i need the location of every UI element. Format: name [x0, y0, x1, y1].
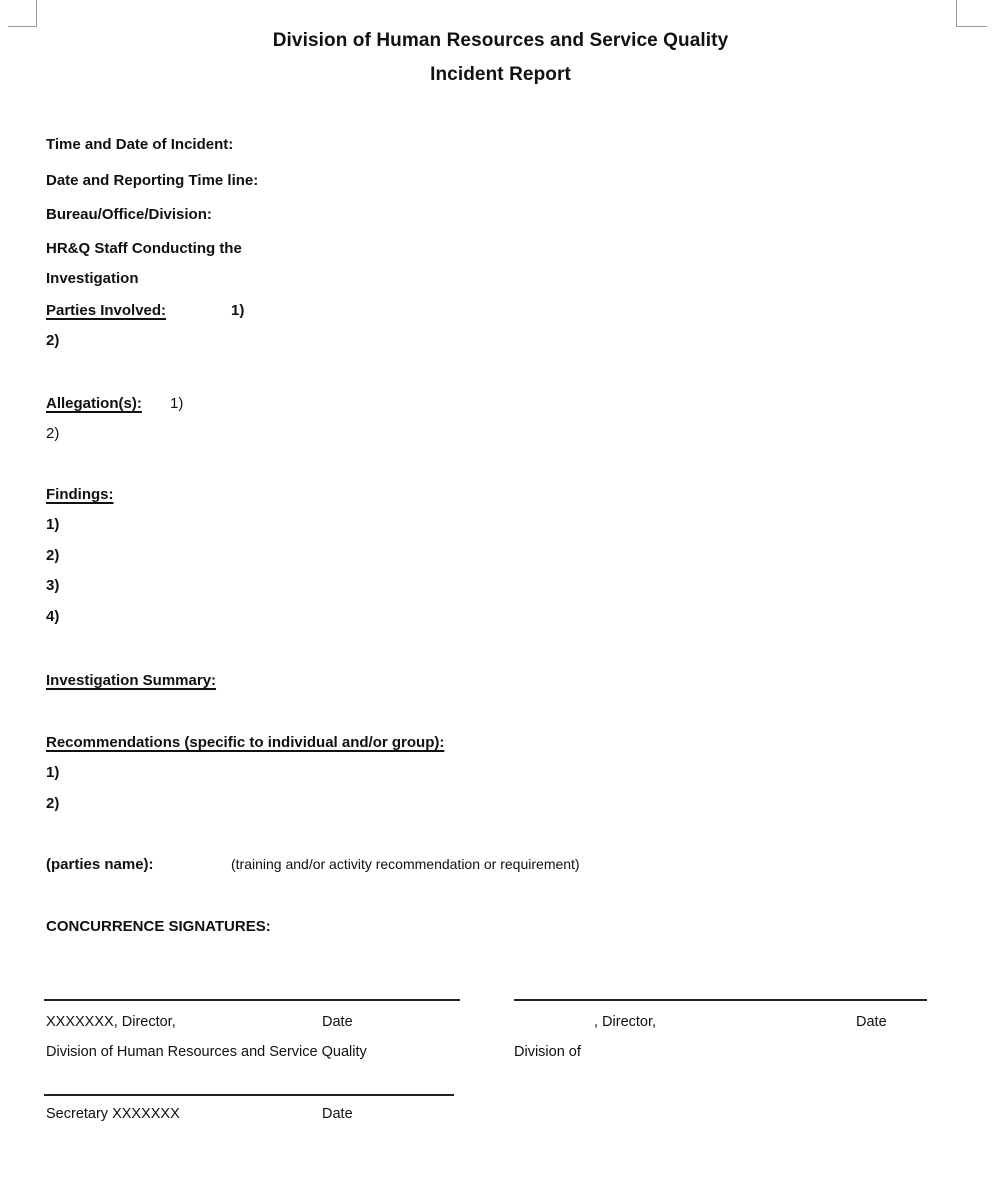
bureau-label: Bureau/Office/Division: [46, 206, 212, 223]
investigation-summary-label: Investigation Summary: [46, 672, 217, 689]
reporting-time-label: Date and Reporting Time line: [46, 172, 259, 189]
page-corner-mark-right [956, 0, 987, 27]
time-date-label: Time and Date of Incident: [46, 136, 234, 153]
findings-label: Findings: [46, 486, 114, 503]
staff-label-line1: HR&Q Staff Conducting the [46, 240, 242, 257]
parties-item-1: 1) [231, 302, 245, 319]
findings-item: 3) [46, 577, 60, 594]
left-signer-date: Date [322, 1014, 353, 1030]
recommendations-item: 2) [46, 795, 60, 812]
secretary-date: Date [322, 1106, 353, 1122]
parties-name-label: (parties name): [46, 856, 154, 873]
recommendations-item: 1) [46, 764, 60, 781]
left-signer-name: XXXXXXX, Director, [46, 1014, 176, 1030]
concurrence-signatures-label: CONCURRENCE SIGNATURES: [46, 918, 271, 935]
right-signer-name: , Director, [594, 1014, 657, 1030]
staff-label-line2: Investigation [46, 270, 139, 287]
recommendations-label: Recommendations (specific to individual and/or group): [46, 734, 445, 751]
parties-involved-label: Parties Involved: [46, 302, 167, 319]
parties-item-2: 2) [46, 332, 60, 349]
findings-item: 4) [46, 608, 60, 625]
parties-note-text: (training and/or activity recommendation or requirement) [231, 856, 580, 872]
signature-line-right [514, 999, 927, 1001]
findings-item: 2) [46, 547, 60, 564]
allegations-item-1: 1) [170, 395, 184, 412]
right-signer-division: Division of [514, 1044, 581, 1060]
allegations-label: Allegation(s): [46, 395, 142, 412]
allegations-item-2: 2) [46, 425, 60, 442]
signature-line-secretary [44, 1094, 454, 1096]
signature-line-left [44, 999, 460, 1001]
page-corner-mark-left [8, 0, 37, 27]
findings-item: 1) [46, 516, 60, 533]
left-signer-division: Division of Human Resources and Service Quality [46, 1044, 367, 1060]
document-title: Division of Human Resources and Service Quality [272, 30, 729, 51]
document-subtitle: Incident Report [430, 64, 571, 85]
right-signer-date: Date [856, 1014, 887, 1030]
secretary-name: Secretary XXXXXXX [46, 1106, 180, 1122]
